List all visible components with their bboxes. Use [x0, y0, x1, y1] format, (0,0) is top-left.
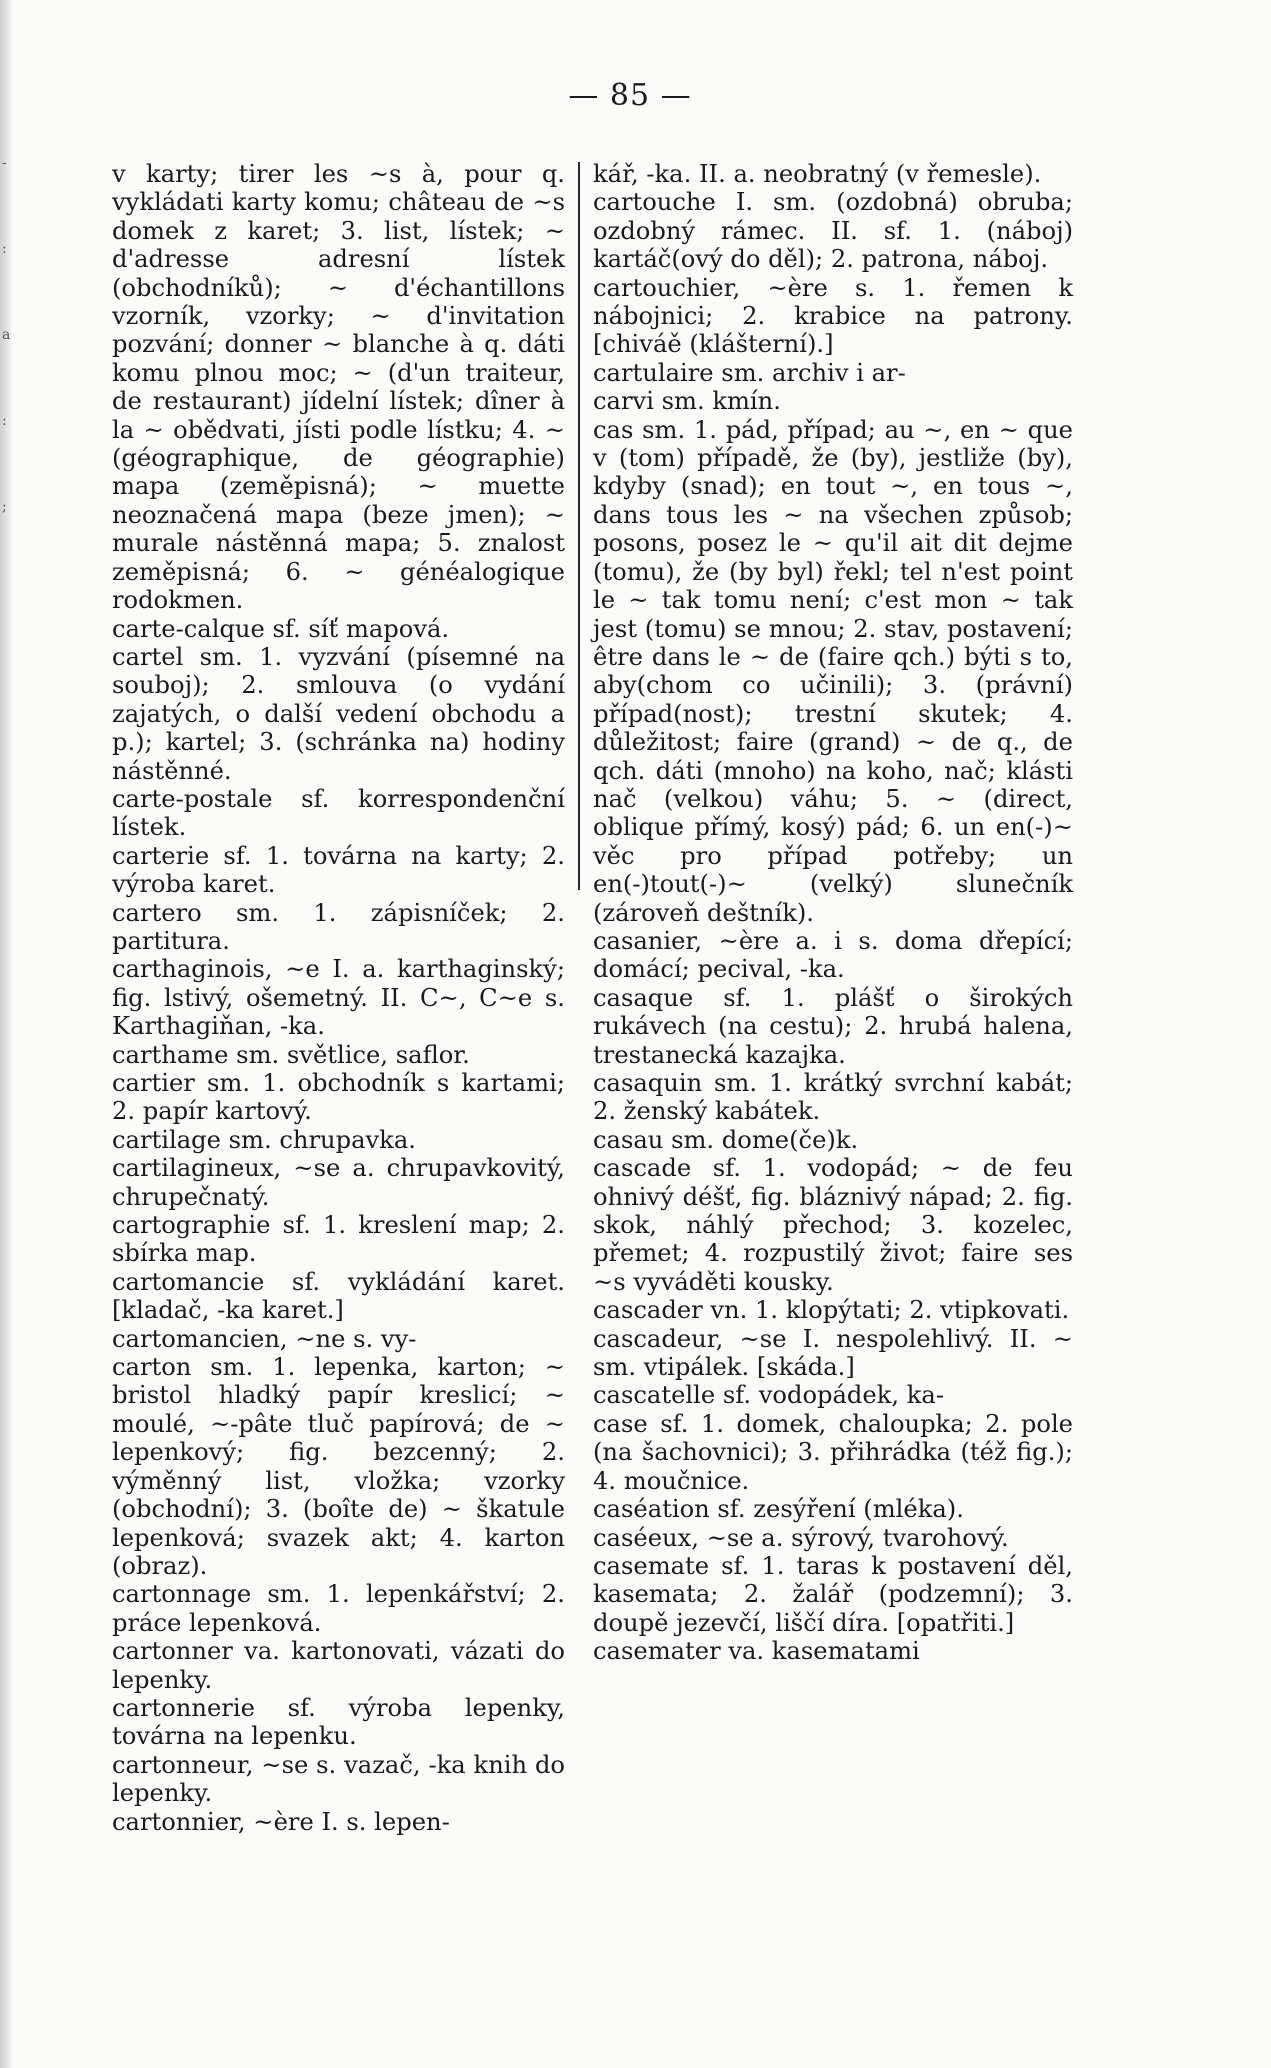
dictionary-entry: carte-calque sf. síť mapová.	[112, 614, 450, 643]
dictionary-entry: cartomancien, ~ne s. vy-	[112, 1324, 417, 1353]
dictionary-entry: cartouche I. sm. (ozdobná) obruba; ozdobný rámec. II. sf. 1. (náboj) kartáč(ový do děl); 2. patrona, náboj.	[593, 188, 1073, 274]
dictionary-entry: carton sm. 1. lepenka, karton; ~ bristol hladký papír kreslicí; ~ moulé, ~-pâte tluč papírová; de ~ lepenkový; fig. bezcenný; 2. výměnný list, vložka; vzorky (obchodní); 3. (boîte de) ~ škatule lepenková; svazek akt; 4. karton (obraz).	[112, 1353, 565, 1580]
dictionary-entry: kář, -ka. II. a. neobratný (v řemesle).	[593, 160, 1042, 188]
dictionary-entry: cartel sm. 1. vyzvání (písemné na souboj); 2. smlouva (o vydání zajatých, o další vedení obchodu a p.); kartel; 3. (schránka na) hodiny nástěnné.	[112, 642, 565, 785]
dictionary-entry: cartilagineux, ~se a. chrupavkovitý, chrupečnatý.	[112, 1154, 565, 1211]
dictionary-entry: cartographie sf. 1. kreslení map; 2. sbírka map.	[112, 1211, 565, 1268]
dictionary-entry: casanier, ~ère a. i s. doma dřepící; domácí; pecival, -ka.	[593, 926, 1073, 984]
dictionary-entry: cartonnier, ~ère I. s. lepen-	[112, 1807, 450, 1836]
dictionary-entry: cascader vn. 1. klopýtati; 2. vtipkovati.	[593, 1296, 1070, 1325]
dictionary-entry: carterie sf. 1. továrna na karty; 2. výroba karet.	[112, 841, 565, 899]
dictionary-entry: carvi sm. kmín.	[593, 387, 781, 416]
dictionary-entry: cartomancie sf. vykládání karet. [kladač, -ka karet.]	[112, 1267, 565, 1325]
dictionary-entry: cartonnerie sf. výroba lepenky, továrna na lepenku.	[112, 1693, 565, 1751]
dictionary-entry: caséation sf. zesýření (mléka).	[593, 1495, 964, 1524]
right-column	[593, 160, 1073, 1666]
edge-mark: ;	[2, 499, 7, 515]
left-column	[112, 160, 565, 1836]
edge-mark: :	[2, 241, 7, 257]
dictionary-entry: cartouchier, ~ère s. 1. řemen k nábojnici; 2. krabice na patrony. [chiváě (klášterní).]	[593, 273, 1073, 359]
dictionary-entry: cartilage sm. chrupavka.	[112, 1125, 416, 1154]
dictionary-entry: casaquin sm. 1. krátký svrchní kabát; 2. ženský kabátek.	[593, 1069, 1073, 1126]
dictionary-entry: caséeux, ~se a. sýrový, tvarohový.	[593, 1523, 1009, 1552]
dictionary-entry: cascatelle sf. vodopádek, ka-	[593, 1381, 944, 1410]
page-number: — 85 —	[568, 78, 692, 113]
dictionary-entry: cartonneur, ~se s. vazač, -ka knih do lepenky.	[112, 1750, 565, 1808]
dictionary-entry: cartulaire sm. archiv i ar-	[593, 358, 906, 387]
dictionary-entry: carte-postale sf. korrespondenční lístek.	[112, 784, 565, 842]
dictionary-entry: cas sm. 1. pád, případ; au ~, en ~ que v (tom) případě, že (by), jestliže (by), kdyby (snad); en tout ~, en tous ~, dans tous les ~ na všechen způsob; posons, posez le ~ qu'il ait dit dejme (tomu), že (by byl) řekl; tel n'est point le ~ tak tomu není; c'est mon ~ tak jest (tomu) se mnou; 2. stav, postavení; être dans le ~ de (faire qch.) býti s to, aby(chom co učinili); 3. (právní) případ(nost); trestní skutek; 4. důležitost; faire (grand) ~ de q., de qch. dáti (mnoho) na koho, nač; klásti nač (velkou) váhu; 5. ~ (direct, oblique přímý, kosý) pád; 6. un en(-)~ věc pro případ potřeby; un en(-)tout(-)~ (velký) slunečník (zároveň deštník).	[593, 415, 1073, 927]
dictionary-entry: casemater va. kasematami	[593, 1637, 920, 1666]
dictionary-entry: carthaginois, ~e I. a. karthaginský; fig. lstivý, ošemetný. II. C~, C~e s. Karthagiňan, -ka.	[112, 955, 565, 1041]
dictionary-entry: v karty; tirer les ~s à, pour q. vykládati karty komu; château de ~s domek z karet; 3. list, lístek; ~ d'adresse adresní lístek (obchodníků); ~ d'échantillons vzorník, vzorky; ~ d'invitation pozvání; donner ~ blanche à q. dáti komu plnou moc; ~ (d'un traiteur, de restaurant) jídelní lístek; dîner à la ~ obědvati, jísti podle lístku; 4. ~ (géographique, de géographie) mapa (zeměpisná); ~ muette neoznačená mapa (beze jmen); ~ murale nástěnná mapa; 5. znalost zeměpisná; 6. ~ généalogique rodokmen.	[112, 160, 565, 615]
edge-mark: :	[2, 413, 7, 429]
dictionary-entry: cartonnage sm. 1. lepenkářství; 2. práce lepenková.	[112, 1580, 565, 1637]
dictionary-entry: casaque sf. 1. plášť o širokých rukávech (na cestu); 2. hrubá halena, trestanecká kazajka.	[593, 983, 1073, 1069]
dictionary-entry: cartero sm. 1. zápisníček; 2. partitura.	[112, 898, 565, 955]
dictionary-entry: cascade sf. 1. vodopád; ~ de feu ohnivý déšť, fig. bláznivý nápad; 2. fig. skok, náhlý přechod; 3. kozelec, přemet; 4. rozpustilý život; faire ses ~s vyváděti kousky.	[593, 1154, 1073, 1296]
column-divider	[578, 162, 580, 890]
dictionary-entry: casemate sf. 1. taras k postavení děl, kasemata; 2. žalář (podzemní); 3. doupě jezevčí, liščí díra. [opatřiti.]	[593, 1551, 1073, 1637]
dictionary-entry: casau sm. dome(če)k.	[593, 1125, 859, 1154]
edge-marks	[2, 120, 12, 550]
dictionary-entry: carthame sm. světlice, saflor.	[112, 1040, 470, 1069]
dictionary-entry: cartonner va. kartonovati, vázati do lepenky.	[112, 1637, 565, 1694]
edge-mark: -	[2, 155, 7, 171]
edge-mark: a	[2, 327, 11, 343]
dictionary-entry: cartier sm. 1. obchodník s kartami; 2. papír kartový.	[112, 1069, 565, 1126]
dictionary-entry: case sf. 1. domek, chaloupka; 2. pole (na šachovnici); 3. přihrádka (též fig.); 4. moučnice.	[593, 1409, 1073, 1495]
dictionary-entry: cascadeur, ~se I. nespolehlivý. II. ~ sm. vtipálek. [skáda.]	[593, 1324, 1073, 1382]
